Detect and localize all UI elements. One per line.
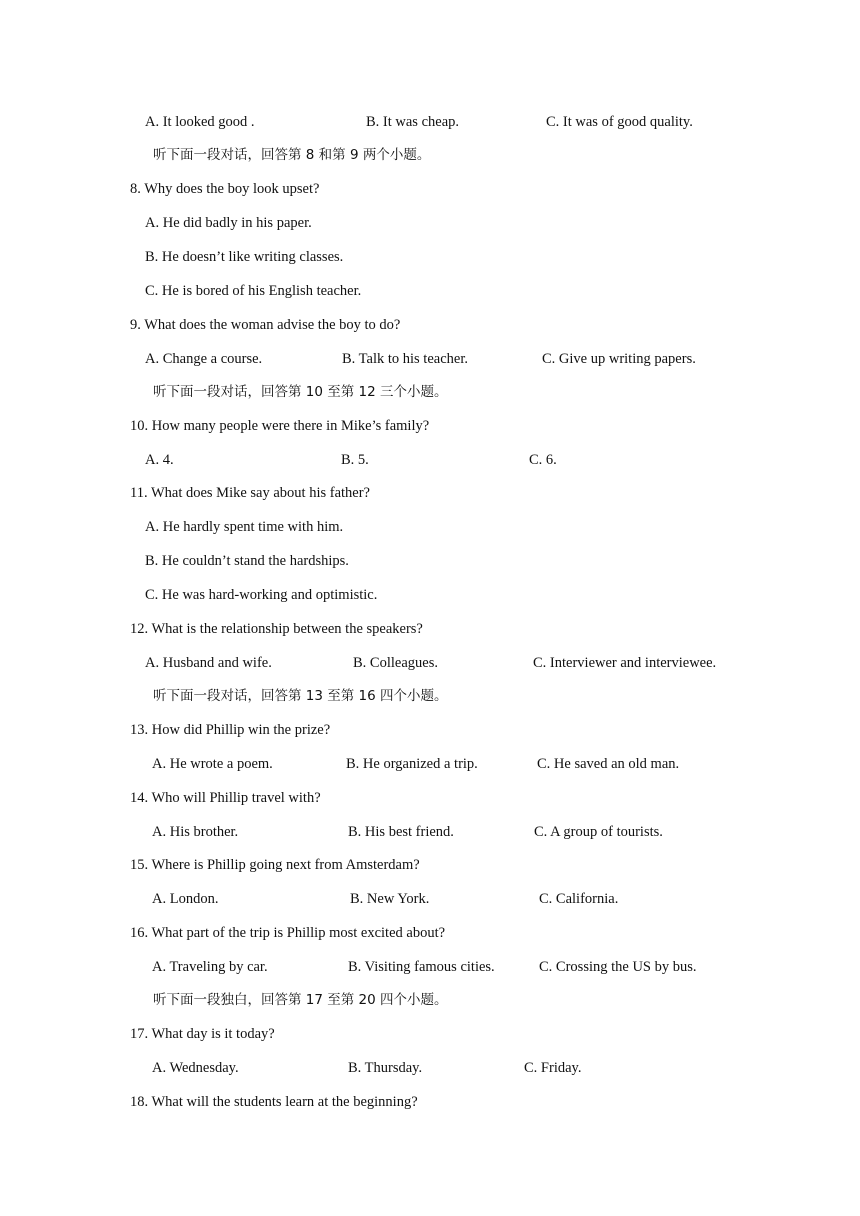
q7-option-a: A. It looked good . (145, 114, 255, 130)
q10-option-c: C. 6. (529, 452, 557, 468)
q18-question: 18. What will the students learn at the beginning? (130, 1094, 418, 1110)
q11-option-c: C. He was hard-working and optimistic. (145, 587, 378, 603)
q13-option-b: B. He organized a trip. (346, 756, 478, 772)
q15-question: 15. Where is Phillip going next from Amsterdam? (130, 857, 420, 873)
q10-option-a: A. 4. (145, 452, 174, 468)
q8-option-b: B. He doesn’t like writing classes. (145, 249, 344, 265)
q16-option-c: C. Crossing the US by bus. (539, 959, 697, 975)
q14-question: 14. Who will Phillip travel with? (130, 790, 321, 806)
q16-question: 16. What part of the trip is Phillip most excited about? (130, 925, 446, 941)
q8-option-c: C. He is bored of his English teacher. (145, 283, 362, 299)
q12-option-c: C. Interviewer and interviewee. (533, 655, 717, 671)
q10-option-b: B. 5. (341, 452, 369, 468)
q9-question: 9. What does the woman advise the boy to do? (130, 317, 401, 333)
q12-option-b: B. Colleagues. (353, 655, 438, 671)
q14-option-c: C. A group of tourists. (534, 824, 663, 840)
q9-option-c: C. Give up writing papers. (542, 351, 696, 367)
q12-question: 12. What is the relationship between the speakers? (130, 621, 423, 637)
q17-question: 17. What day is it today? (130, 1026, 275, 1042)
q14-option-b: B. His best friend. (348, 824, 454, 840)
q15-option-c: C. California. (539, 891, 619, 907)
q12-option-a: A. Husband and wife. (145, 655, 272, 671)
q7-option-b: B. It was cheap. (366, 114, 460, 130)
section-instruction-8-9: 听下面一段对话，回答第 8 和第 9 两个小题。 (153, 147, 431, 163)
section-instruction-10-12: 听下面一段对话，回答第 10 至第 12 三个小题。 (153, 384, 448, 400)
q14-option-a: A. His brother. (152, 824, 239, 840)
q9-option-b: B. Talk to his teacher. (342, 351, 468, 367)
q13-option-c: C. He saved an old man. (537, 756, 680, 772)
q11-option-b: B. He couldn’t stand the hardships. (145, 553, 349, 569)
section-instruction-17-20: 听下面一段独白，回答第 17 至第 20 四个小题。 (153, 992, 448, 1008)
q8-option-a: A. He did badly in his paper. (145, 215, 312, 231)
q13-question: 13. How did Phillip win the prize? (130, 722, 331, 738)
section-instruction-13-16: 听下面一段对话，回答第 13 至第 16 四个小题。 (153, 688, 448, 704)
q7-option-c: C. It was of good quality. (546, 114, 693, 130)
q17-option-a: A. Wednesday. (152, 1060, 239, 1076)
q8-question: 8. Why does the boy look upset? (130, 181, 320, 197)
q17-option-b: B. Thursday. (348, 1060, 423, 1076)
q15-option-a: A. London. (152, 891, 219, 907)
q13-option-a: A. He wrote a poem. (152, 756, 273, 772)
q16-option-b: B. Visiting famous cities. (348, 959, 495, 975)
q15-option-b: B. New York. (350, 891, 430, 907)
q11-option-a: A. He hardly spent time with him. (145, 519, 344, 535)
q16-option-a: A. Traveling by car. (152, 959, 268, 975)
q10-question: 10. How many people were there in Mike’s family? (130, 418, 430, 434)
q9-option-a: A. Change a course. (145, 351, 263, 367)
q17-option-c: C. Friday. (524, 1060, 582, 1076)
q11-question: 11. What does Mike say about his father? (130, 485, 370, 501)
